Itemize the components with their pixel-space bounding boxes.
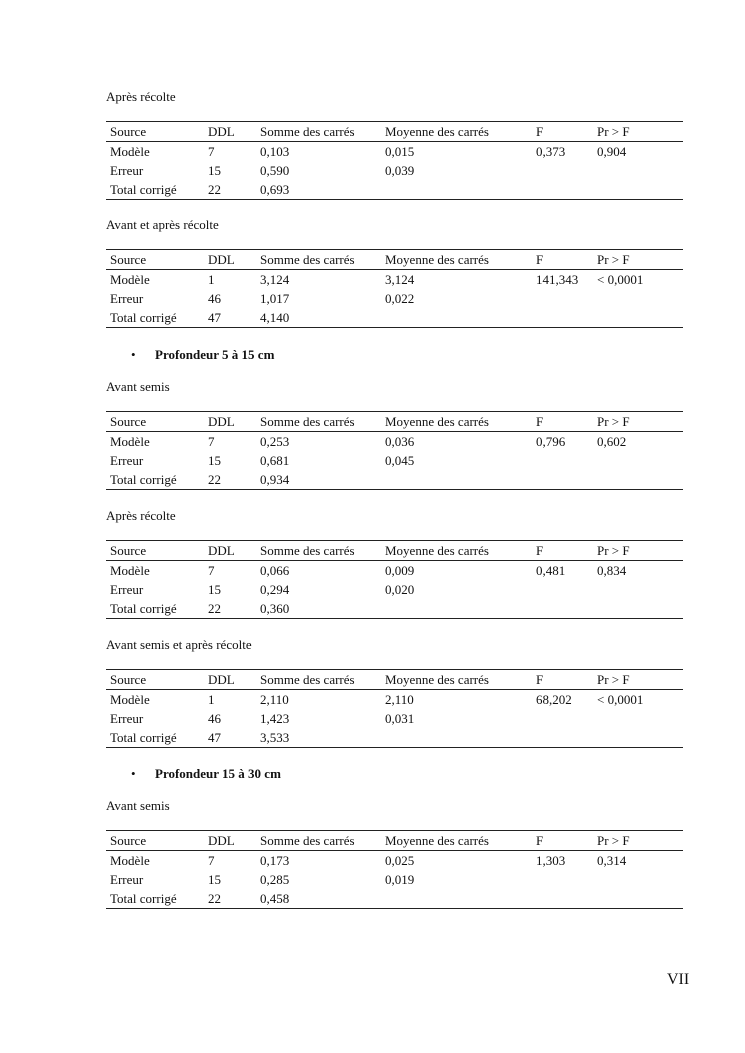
- source-cell: Erreur: [110, 453, 144, 468]
- ddl-cell: 47: [208, 730, 221, 745]
- page-number: VII: [667, 971, 690, 988]
- header-sum-squares: Somme des carrés: [260, 833, 355, 848]
- source-cell: Total corrigé: [110, 182, 177, 197]
- table-row: [106, 161, 683, 180]
- header-f: F: [536, 252, 544, 267]
- sum-squares-cell: 0,066: [260, 563, 290, 578]
- p-value-cell: 0,602: [597, 434, 627, 449]
- ddl-cell: 22: [208, 472, 221, 487]
- ddl-cell: 46: [208, 711, 221, 726]
- bullet-icon: •: [131, 347, 136, 362]
- f-value-cell: [532, 728, 593, 748]
- anova-table-block: [106, 540, 683, 619]
- anova-table-block: [106, 411, 683, 490]
- anova-table-block: [106, 830, 683, 909]
- header-ddl: DDL: [208, 543, 235, 558]
- depth-heading-text: Profondeur 15 à 30 cm: [155, 766, 281, 781]
- mean-squares-cell: 0,020: [385, 582, 415, 597]
- f-value-cell: 1,303: [536, 853, 566, 868]
- ddl-cell: 7: [208, 563, 215, 578]
- source-cell: Total corrigé: [110, 730, 177, 745]
- mean-squares-cell: 0,039: [385, 163, 415, 178]
- ddl-cell: 47: [208, 310, 221, 325]
- sum-squares-cell: 1,423: [260, 711, 290, 726]
- ddl-cell: 46: [208, 291, 221, 306]
- p-value-cell: [593, 308, 683, 328]
- table-row: [106, 580, 683, 599]
- f-value-cell: [532, 289, 593, 308]
- header-source: Source: [110, 124, 147, 139]
- header-ddl: DDL: [208, 672, 235, 687]
- p-value-cell: [593, 161, 683, 180]
- table-row: [106, 270, 683, 290]
- header-source: Source: [110, 252, 147, 267]
- mean-squares-cell: 2,110: [385, 692, 414, 707]
- header-source: Source: [110, 833, 147, 848]
- table-row: [106, 728, 683, 748]
- source-cell: Total corrigé: [110, 891, 177, 906]
- depth-heading-text: Profondeur 5 à 15 cm: [155, 347, 275, 362]
- header-source: Source: [110, 543, 147, 558]
- anova-table: [106, 540, 683, 619]
- p-value-cell: 0,834: [597, 563, 627, 578]
- f-value-cell: [532, 599, 593, 619]
- bullet-icon: •: [131, 766, 136, 781]
- f-value-cell: 0,481: [536, 563, 566, 578]
- f-value-cell: [532, 451, 593, 470]
- header-ddl: DDL: [208, 414, 235, 429]
- p-value-cell: < 0,0001: [597, 692, 644, 707]
- sum-squares-cell: 0,693: [260, 182, 290, 197]
- mean-squares-cell: 0,031: [385, 711, 415, 726]
- sum-squares-cell: 0,253: [260, 434, 290, 449]
- table-row: [106, 599, 683, 619]
- source-cell: Modèle: [110, 563, 150, 578]
- table-row: [106, 870, 683, 889]
- header-mean-squares: Moyenne des carrés: [385, 414, 489, 429]
- header-source: Source: [110, 672, 147, 687]
- header-p-value: Pr > F: [597, 672, 630, 687]
- mean-squares-cell: 0,025: [385, 853, 415, 868]
- anova-table: [106, 411, 683, 490]
- sum-squares-cell: 0,590: [260, 163, 290, 178]
- sum-squares-cell: 0,681: [260, 453, 290, 468]
- header-p-value: Pr > F: [597, 124, 630, 139]
- p-value-cell: [593, 728, 683, 748]
- table-row: [106, 889, 683, 909]
- table-row: [106, 142, 683, 162]
- sum-squares-cell: 3,533: [260, 730, 290, 745]
- table-row: [106, 451, 683, 470]
- header-sum-squares: Somme des carrés: [260, 414, 355, 429]
- f-value-cell: 141,343: [536, 272, 579, 287]
- header-f: F: [536, 833, 544, 848]
- section-caption: Avant semis: [106, 798, 170, 813]
- table-row: [106, 289, 683, 308]
- ddl-cell: 15: [208, 872, 221, 887]
- mean-squares-cell: 0,009: [385, 563, 415, 578]
- header-sum-squares: Somme des carrés: [260, 124, 355, 139]
- anova-table: [106, 669, 683, 748]
- f-value-cell: [532, 580, 593, 599]
- sum-squares-cell: 1,017: [260, 291, 290, 306]
- p-value-cell: [593, 889, 683, 909]
- ddl-cell: 1: [208, 692, 215, 707]
- anova-table: [106, 830, 683, 909]
- header-ddl: DDL: [208, 252, 235, 267]
- mean-squares-cell: [381, 599, 532, 619]
- mean-squares-cell: [381, 180, 532, 200]
- mean-squares-cell: 0,036: [385, 434, 415, 449]
- p-value-cell: [593, 709, 683, 728]
- source-cell: Erreur: [110, 291, 144, 306]
- table-header-row: [106, 250, 683, 270]
- f-value-cell: [532, 709, 593, 728]
- header-p-value: Pr > F: [597, 252, 630, 267]
- anova-table-block: [106, 249, 683, 328]
- source-cell: Total corrigé: [110, 601, 177, 616]
- sum-squares-cell: 0,934: [260, 472, 290, 487]
- mean-squares-cell: [381, 889, 532, 909]
- mean-squares-cell: 0,015: [385, 144, 415, 159]
- header-mean-squares: Moyenne des carrés: [385, 252, 489, 267]
- f-value-cell: [532, 308, 593, 328]
- p-value-cell: < 0,0001: [597, 272, 644, 287]
- ddl-cell: 15: [208, 453, 221, 468]
- source-cell: Modèle: [110, 692, 150, 707]
- mean-squares-cell: 3,124: [385, 272, 415, 287]
- mean-squares-cell: 0,019: [385, 872, 415, 887]
- anova-table-block: [106, 669, 683, 748]
- source-cell: Modèle: [110, 434, 150, 449]
- sum-squares-cell: 0,285: [260, 872, 290, 887]
- sum-squares-cell: 0,458: [260, 891, 290, 906]
- p-value-cell: [593, 599, 683, 619]
- p-value-cell: 0,904: [597, 144, 627, 159]
- header-source: Source: [110, 414, 147, 429]
- table-row: [106, 561, 683, 581]
- p-value-cell: [593, 289, 683, 308]
- ddl-cell: 15: [208, 163, 221, 178]
- header-ddl: DDL: [208, 124, 235, 139]
- table-header-row: [106, 412, 683, 432]
- source-cell: Total corrigé: [110, 310, 177, 325]
- mean-squares-cell: [381, 470, 532, 490]
- ddl-cell: 1: [208, 272, 215, 287]
- anova-table-block: [106, 121, 683, 200]
- table-row: [106, 709, 683, 728]
- sum-squares-cell: 4,140: [260, 310, 290, 325]
- table-row: [106, 180, 683, 200]
- table-header-row: [106, 541, 683, 561]
- section-caption: Avant semis: [106, 379, 170, 394]
- header-sum-squares: Somme des carrés: [260, 543, 355, 558]
- mean-squares-cell: 0,045: [385, 453, 415, 468]
- section-caption: Avant semis et après récolte: [106, 637, 252, 652]
- anova-table: [106, 249, 683, 328]
- mean-squares-cell: 0,022: [385, 291, 415, 306]
- header-ddl: DDL: [208, 833, 235, 848]
- sum-squares-cell: 0,294: [260, 582, 290, 597]
- header-f: F: [536, 543, 544, 558]
- header-mean-squares: Moyenne des carrés: [385, 833, 489, 848]
- source-cell: Erreur: [110, 163, 144, 178]
- p-value-cell: [593, 180, 683, 200]
- source-cell: Erreur: [110, 872, 144, 887]
- table-row: [106, 690, 683, 710]
- ddl-cell: 7: [208, 434, 215, 449]
- header-f: F: [536, 124, 544, 139]
- sum-squares-cell: 0,173: [260, 853, 290, 868]
- ddl-cell: 22: [208, 891, 221, 906]
- header-p-value: Pr > F: [597, 543, 630, 558]
- sum-squares-cell: 0,360: [260, 601, 290, 616]
- source-cell: Erreur: [110, 582, 144, 597]
- f-value-cell: [532, 161, 593, 180]
- source-cell: Modèle: [110, 272, 150, 287]
- table-header-row: [106, 670, 683, 690]
- header-p-value: Pr > F: [597, 414, 630, 429]
- ddl-cell: 22: [208, 182, 221, 197]
- f-value-cell: [532, 180, 593, 200]
- sum-squares-cell: 2,110: [260, 692, 289, 707]
- table-row: [106, 432, 683, 452]
- p-value-cell: [593, 870, 683, 889]
- f-value-cell: 0,373: [536, 144, 566, 159]
- ddl-cell: 7: [208, 853, 215, 868]
- section-caption: Après récolte: [106, 89, 176, 104]
- header-f: F: [536, 672, 544, 687]
- section-caption: Avant et après récolte: [106, 217, 219, 232]
- f-value-cell: [532, 889, 593, 909]
- source-cell: Modèle: [110, 853, 150, 868]
- source-cell: Modèle: [110, 144, 150, 159]
- p-value-cell: 0,314: [597, 853, 627, 868]
- header-mean-squares: Moyenne des carrés: [385, 124, 489, 139]
- table-header-row: [106, 122, 683, 142]
- f-value-cell: 68,202: [536, 692, 572, 707]
- header-p-value: Pr > F: [597, 833, 630, 848]
- p-value-cell: [593, 580, 683, 599]
- anova-table: [106, 121, 683, 200]
- header-sum-squares: Somme des carrés: [260, 672, 355, 687]
- header-f: F: [536, 414, 544, 429]
- header-mean-squares: Moyenne des carrés: [385, 543, 489, 558]
- ddl-cell: 15: [208, 582, 221, 597]
- table-header-row: [106, 831, 683, 851]
- f-value-cell: 0,796: [536, 434, 566, 449]
- section-caption: Après récolte: [106, 508, 176, 523]
- ddl-cell: 22: [208, 601, 221, 616]
- header-mean-squares: Moyenne des carrés: [385, 672, 489, 687]
- source-cell: Total corrigé: [110, 472, 177, 487]
- f-value-cell: [532, 870, 593, 889]
- sum-squares-cell: 3,124: [260, 272, 290, 287]
- p-value-cell: [593, 470, 683, 490]
- sum-squares-cell: 0,103: [260, 144, 290, 159]
- header-sum-squares: Somme des carrés: [260, 252, 355, 267]
- mean-squares-cell: [381, 728, 532, 748]
- p-value-cell: [593, 451, 683, 470]
- table-row: [106, 851, 683, 871]
- source-cell: Erreur: [110, 711, 144, 726]
- table-row: [106, 308, 683, 328]
- table-row: [106, 470, 683, 490]
- f-value-cell: [532, 470, 593, 490]
- ddl-cell: 7: [208, 144, 215, 159]
- mean-squares-cell: [381, 308, 532, 328]
